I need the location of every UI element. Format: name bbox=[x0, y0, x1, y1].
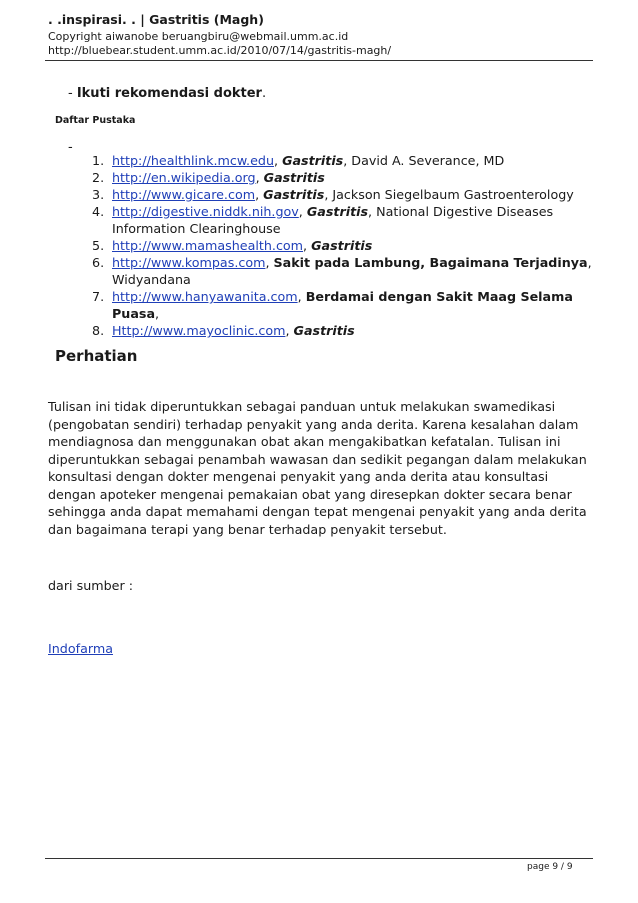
reference-link[interactable]: http://www.hanyawanita.com bbox=[112, 289, 298, 304]
reference-link[interactable]: http://healthlink.mcw.edu bbox=[112, 153, 274, 168]
document-title: . .inspirasi. . | Gastritis (Magh) bbox=[48, 12, 264, 27]
reference-title: Gastritis bbox=[311, 238, 373, 253]
reference-item bbox=[70, 288, 600, 322]
reference-item bbox=[70, 152, 600, 169]
reference-separator: , bbox=[298, 204, 307, 219]
reference-title: Gastritis bbox=[282, 153, 344, 168]
reference-title: Gastritis bbox=[263, 187, 325, 202]
reference-item bbox=[70, 322, 600, 339]
reference-title: Gastritis bbox=[306, 204, 369, 219]
page-number: page 9 / 9 bbox=[527, 862, 573, 872]
reference-separator: , bbox=[255, 187, 264, 202]
footer-divider bbox=[45, 858, 593, 859]
reference-title: Sakit pada Lambung, Bagaimana Terjadinya bbox=[273, 255, 588, 270]
reference-number: 6. bbox=[92, 255, 105, 270]
reference-item bbox=[70, 169, 600, 186]
reference-link[interactable]: http://www.kompas.com bbox=[112, 255, 266, 270]
reference-number: 1. bbox=[92, 153, 105, 168]
reference-number: 3. bbox=[92, 187, 105, 202]
source-url: http://bluebear.student.umm.ac.id/2010/07/14/gastritis-magh/ bbox=[48, 44, 392, 57]
reference-rest: , bbox=[155, 306, 160, 321]
reference-separator: , bbox=[303, 238, 312, 253]
recommendation-line bbox=[68, 86, 266, 101]
reference-link[interactable]: http://www.mamashealth.com bbox=[112, 238, 304, 253]
reference-number: 4. bbox=[92, 204, 105, 219]
header-divider bbox=[45, 60, 593, 61]
reference-item bbox=[70, 254, 600, 288]
reference-number: 8. bbox=[92, 323, 105, 338]
reference-title: Gastritis bbox=[293, 323, 355, 338]
reference-number: 5. bbox=[92, 238, 105, 253]
source-label: dari sumber : bbox=[48, 578, 133, 593]
notice-heading: Perhatian bbox=[55, 347, 138, 365]
reference-number: 7. bbox=[92, 289, 105, 304]
recommendation-prefix: - bbox=[68, 86, 77, 101]
reference-link[interactable]: http://en.wikipedia.org bbox=[112, 170, 256, 185]
reference-item bbox=[70, 237, 600, 254]
reference-separator: , bbox=[255, 170, 264, 185]
reference-separator: , bbox=[265, 255, 274, 270]
bibliography-dash: - bbox=[68, 140, 73, 155]
reference-title: Gastritis bbox=[263, 170, 325, 185]
reference-separator: , bbox=[273, 153, 283, 168]
reference-item bbox=[70, 186, 600, 203]
reference-rest: , National Digestive Diseases Information Clearinghouse bbox=[112, 204, 554, 236]
recommendation-text: Ikuti rekomendasi dokter bbox=[76, 86, 262, 101]
reference-rest: , David A. Severance, MD bbox=[343, 153, 505, 168]
recommendation-suffix: . bbox=[261, 86, 267, 101]
reference-link[interactable]: Http://www.mayoclinic.com bbox=[112, 323, 286, 338]
copyright-line: Copyright aiwanobe beruangbiru@webmail.umm.ac.id bbox=[48, 30, 349, 43]
reference-title: Berdamai dengan Sakit Maag Selama Puasa bbox=[112, 289, 573, 321]
source-link[interactable]: Indofarma bbox=[48, 641, 113, 656]
notice-paragraph: Tulisan ini tidak diperuntukkan sebagai panduan untuk melakukan swamedikasi (pengobatan sendiri) terhadap penyakit yang anda derita. Karena kesalahan dalam mendiagnosa dan menggunakan obat akan mengakibatkan kefatalan. Tulisan ini diperuntukkan sebagai penambah wawasan dan sedikit pegangan dalam melakukan konsultasi dengan dokter mengenai penyakit yang anda derita atau konsultasi dengan apoteker mengenai pemakaian obat yang diresepkan dokter secara benar sehingga anda dapat memahami dengan tepat mengenai penyakit yang anda derita dan bagaimana terapi yang benar terhadap penyakit tersebut. bbox=[48, 399, 587, 537]
reference-list bbox=[70, 152, 600, 339]
bibliography-heading: Daftar Pustaka bbox=[55, 115, 136, 126]
reference-separator: , bbox=[297, 289, 306, 304]
reference-rest: , Widyandana bbox=[112, 255, 592, 287]
reference-link[interactable]: http://digestive.niddk.nih.gov bbox=[112, 204, 299, 219]
reference-item bbox=[70, 203, 600, 237]
reference-separator: , bbox=[285, 323, 294, 338]
reference-link[interactable]: http://www.gicare.com bbox=[112, 187, 256, 202]
reference-number: 2. bbox=[92, 170, 105, 185]
reference-rest: , Jackson Siegelbaum Gastroenterology bbox=[324, 187, 574, 202]
